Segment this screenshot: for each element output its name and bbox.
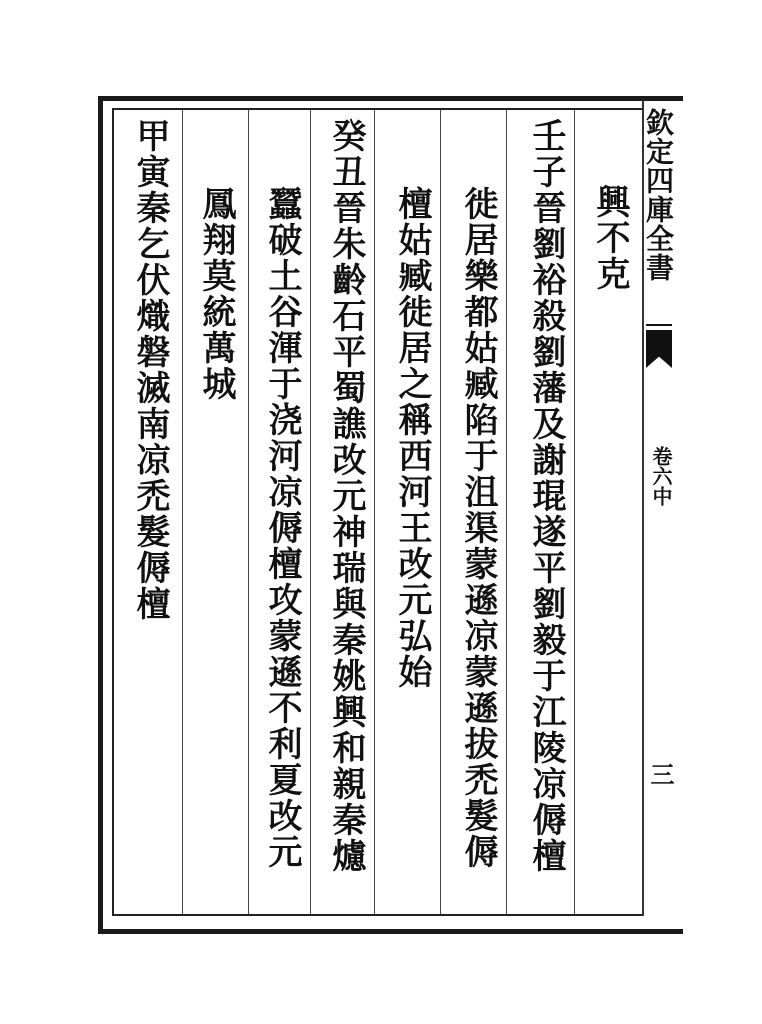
column-rule <box>574 110 575 914</box>
frame-inner-left-rule <box>112 108 114 916</box>
book-title: 欽定四庫全書 <box>642 108 675 282</box>
frame-inner-top-rule <box>112 108 642 110</box>
text-column-1: 壬子晉劉裕殺劉藩及謝琨遂平劉毅于江陵凉傉檀 <box>526 118 566 874</box>
text-column-2: 興不克 <box>590 184 630 292</box>
fish-tail-rule <box>646 324 672 326</box>
column-rule <box>182 110 183 914</box>
text-column-6: 蠶破土谷渾于浇河凉傉檀攻蒙遜不利夏改元 <box>262 186 302 870</box>
column-rule <box>374 110 375 914</box>
text-column-7: 鳳翔莫統萬城 <box>196 186 236 402</box>
column-rule <box>440 110 441 914</box>
column-rule <box>506 110 507 914</box>
frame-inner-bottom-rule <box>112 914 642 916</box>
text-column-5: 癸丑晉朱齡石平蜀譙改元神瑞與秦姚興和親秦爈 <box>326 118 366 874</box>
text-column-3: 徙居樂都姑臧陷于沮渠蒙遜凉蒙遜拔禿髮傉 <box>458 186 498 870</box>
text-column-4: 檀姑臧徙居之稱西河王改元弘始 <box>392 186 432 690</box>
juan-label: 卷六中 <box>649 446 673 506</box>
page-number: 三 <box>646 762 675 786</box>
text-column-8: 甲寅秦乞伏熾磐滅南凉禿髮傉檀 <box>130 118 170 622</box>
column-rule <box>248 110 249 914</box>
column-rule <box>310 110 311 914</box>
